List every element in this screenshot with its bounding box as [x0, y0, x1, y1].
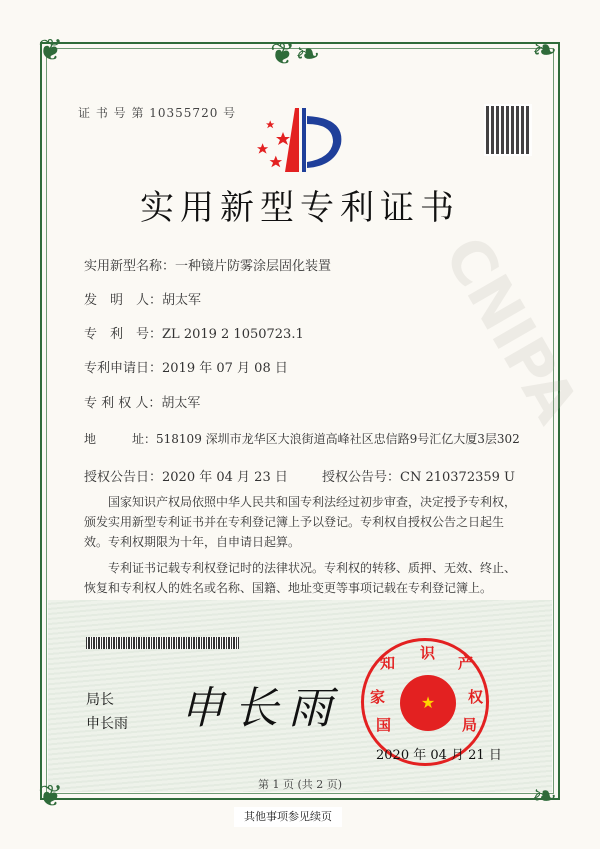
seal-date: 2020 年 04 月 21 日: [376, 748, 502, 763]
director-title: 局长: [86, 692, 114, 708]
certificate-title: 实用新型专利证书: [140, 188, 460, 228]
certificate-number: 证 书 号 第 10355720 号: [78, 106, 237, 120]
field-patent-number: [84, 323, 304, 342]
field-value: ZL 2019 2 1050723.1: [162, 327, 304, 342]
seal-char: 国: [376, 716, 392, 734]
seal-char: 局: [462, 716, 478, 734]
statement-paragraph: 国家知识产权局依照中华人民共和国专利法经过初步审查，决定授予专利权，颁发实用新型专利证书并在专利登记簿上予以登记。专利权自授权公告之日起生效。专利权期限为十年，自申请日起算。: [84, 495, 517, 549]
seal-char: 权: [468, 688, 484, 706]
field-value: 2020 年 04 月 23 日: [162, 470, 288, 485]
field-utility-model-name: [84, 255, 331, 274]
field-value: CN 210372359 U: [400, 470, 515, 485]
field-label: 专 利 号：: [84, 327, 163, 342]
statement-paragraph: 专利证书记载专利权登记时的法律状况。专利权的转移、质押、无效、终止、恢复和专利权人的姓名或名称、国籍、地址变更等事项记载在专利登记簿上。: [84, 561, 517, 595]
page-number: 第 1 页 (共 2 页): [257, 778, 343, 791]
corner-ornament-tl: ❦: [38, 33, 64, 68]
field-value: 2019 年 07 月 08 日: [162, 361, 288, 376]
field-patentee: [84, 392, 200, 411]
field-label: 授权公告日：: [84, 470, 163, 485]
top-ornament: ❦❧: [270, 37, 321, 72]
director-block: [86, 688, 128, 736]
qr-code: [484, 104, 532, 156]
field-label: 专利申请日：: [84, 361, 163, 376]
director-name: 申长雨: [86, 716, 128, 732]
field-grant-number: [322, 466, 515, 485]
field-label: 授权公告号：: [322, 470, 401, 485]
field-label: 专 利 权 人：: [84, 396, 162, 411]
cnipa-logo-icon: [255, 106, 345, 176]
corner-ornament-br: ❧: [532, 779, 558, 814]
field-grant-date: [84, 466, 288, 485]
national-emblem-icon: ★: [400, 675, 456, 731]
field-label: 发 明 人：: [84, 293, 163, 308]
seal-char: 家: [370, 688, 386, 706]
field-label: 实用新型名称：: [84, 259, 176, 274]
field-value: 一种镜片防雾涂层固化装置: [175, 259, 332, 274]
corner-ornament-bl: ❦: [38, 779, 64, 814]
footer-note: 其他事项参见续页: [234, 807, 342, 827]
handwritten-signature: 申长雨: [180, 683, 342, 734]
seal-char: 识: [420, 644, 436, 662]
field-address: [84, 430, 520, 447]
watermark: CNIPA: [430, 225, 592, 435]
field-value: 胡太军: [162, 293, 202, 308]
field-application-date: [84, 357, 288, 376]
seal-char: 产: [458, 654, 474, 672]
field-label: 地 址：: [84, 432, 157, 446]
corner-ornament-tr: ❧: [532, 33, 558, 68]
barcode: [86, 637, 239, 649]
field-value: 518109 深圳市龙华区大浪街道高峰社区忠信路9号汇亿大厦3层302: [156, 432, 520, 446]
seal-char: 知: [380, 654, 396, 672]
field-value: 胡太军: [161, 396, 201, 411]
field-inventor: [84, 289, 201, 308]
